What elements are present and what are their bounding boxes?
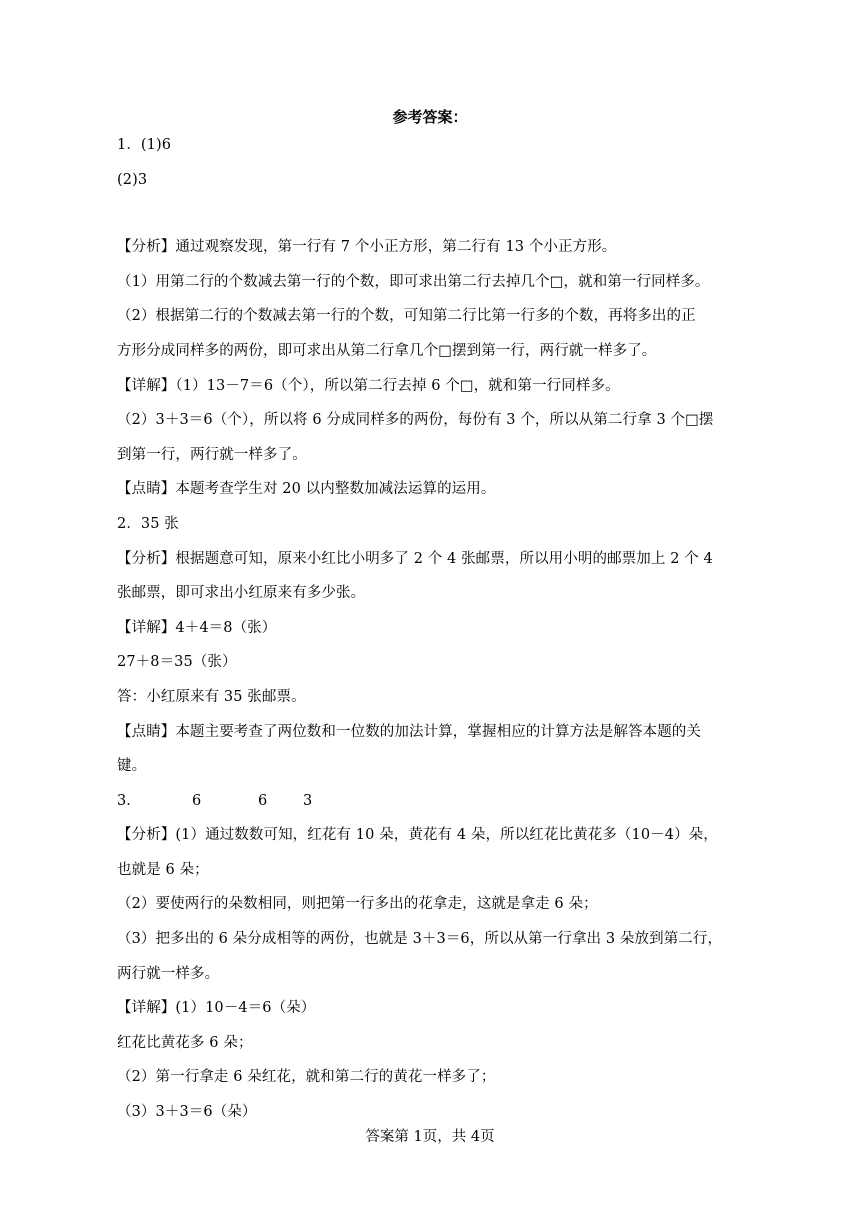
- q3-detail-2: 红花比黄花多 6 朵；: [117, 1034, 253, 1051]
- q1-analysis-2a: （2）根据第二行的个数减去第一行的个数，可知第二行比第一行多的个数，再将多出的正: [117, 308, 696, 325]
- q3-analysis-1b: 也就是 6 朵；: [117, 861, 209, 878]
- q3-blank-3: 3: [303, 792, 313, 809]
- q1-analysis: 【分析】通过观察发现，第一行有 7 个小正方形，第二行有 13 个小正方形。: [117, 239, 617, 256]
- q3-detail-3: （2）第一行拿走 6 朵红花，就和第二行的黄花一样多了；: [117, 1069, 496, 1086]
- q1-comment: 【点睛】本题考查学生对 20 以内整数加减法运算的运用。: [117, 481, 496, 498]
- q3-blank-2: 6: [258, 792, 268, 809]
- q3-analysis-2: （2）要使两行的朵数相同，则把第一行多出的花拿走，这就是拿走 6 朵；: [117, 896, 598, 913]
- q1-analysis-1: （1）用第二行的个数减去第一行的个数，即可求出第二行去掉几个□，就和第一行同样多。: [117, 273, 710, 290]
- q2-detail-2: 27＋8＝35（张）: [117, 654, 237, 671]
- q1-detail-2b: 到第一行，两行就一样多了。: [117, 446, 307, 463]
- q1-answer-2: (2)3: [117, 171, 148, 188]
- answer-content: [117, 135, 749, 1137]
- q2-comment-a: 【点睛】本题主要考查了两位数和一位数的加法计算，掌握相应的计算方法是解答本题的关: [117, 723, 701, 740]
- q3-analysis-3b: 两行就一样多。: [117, 965, 220, 982]
- page-footer: 答案第 1页，共 4页: [365, 1129, 495, 1145]
- q3-number: 3．: [117, 792, 141, 809]
- q3-answer-row: [117, 791, 749, 812]
- q2-detail-1: 【详解】4＋4＝8（张）: [117, 619, 277, 636]
- q3-detail-1: 【详解】(1）10－4＝6（朵）: [117, 1000, 316, 1017]
- q3-analysis-1a: 【分析】(1）通过数数可知，红花有 10 朵，黄花有 4 朵，所以红花比黄花多（10－4）朵，: [117, 827, 718, 844]
- page-title: 参考答案：: [392, 108, 468, 126]
- q2-detail-3: 答：小红原来有 35 张邮票。: [117, 688, 306, 705]
- q3-analysis-3a: （3）把多出的 6 朵分成相等的两份，也就是 3＋3＝6，所以从第一行拿出 3 朵放到第二行，: [117, 931, 723, 948]
- q1-detail-2a: （2）3＋3＝6（个），所以将 6 分成同样多的两份，每份有 3 个，所以从第二行拿 3 个□摆: [117, 412, 714, 429]
- q2-analysis-b: 张邮票，即可求出小红原来有多少张。: [117, 585, 366, 602]
- q1-answer-1: 1．(1)6: [117, 137, 172, 153]
- q2-analysis-a: 【分析】根据题意可知，原来小红比小明多了 2 个 4 张邮票，所以用小明的邮票加上 2 个 4: [117, 550, 713, 567]
- q3-detail-4: （3）3＋3＝6（朵）: [117, 1104, 257, 1121]
- spacer: [117, 204, 749, 237]
- q1-analysis-2b: 方形分成同样多的两份，即可求出从第二行拿几个□摆到第一行，两行就一样多了。: [117, 342, 657, 359]
- q3-blank-1: 6: [192, 792, 202, 809]
- q1-detail-1: 【详解】（1）13－7＝6（个），所以第二行去掉 6 个□，就和第一行同样多。: [117, 377, 620, 394]
- q2-comment-b: 键。: [117, 758, 147, 775]
- q2-answer: 2．35 张: [117, 515, 179, 532]
